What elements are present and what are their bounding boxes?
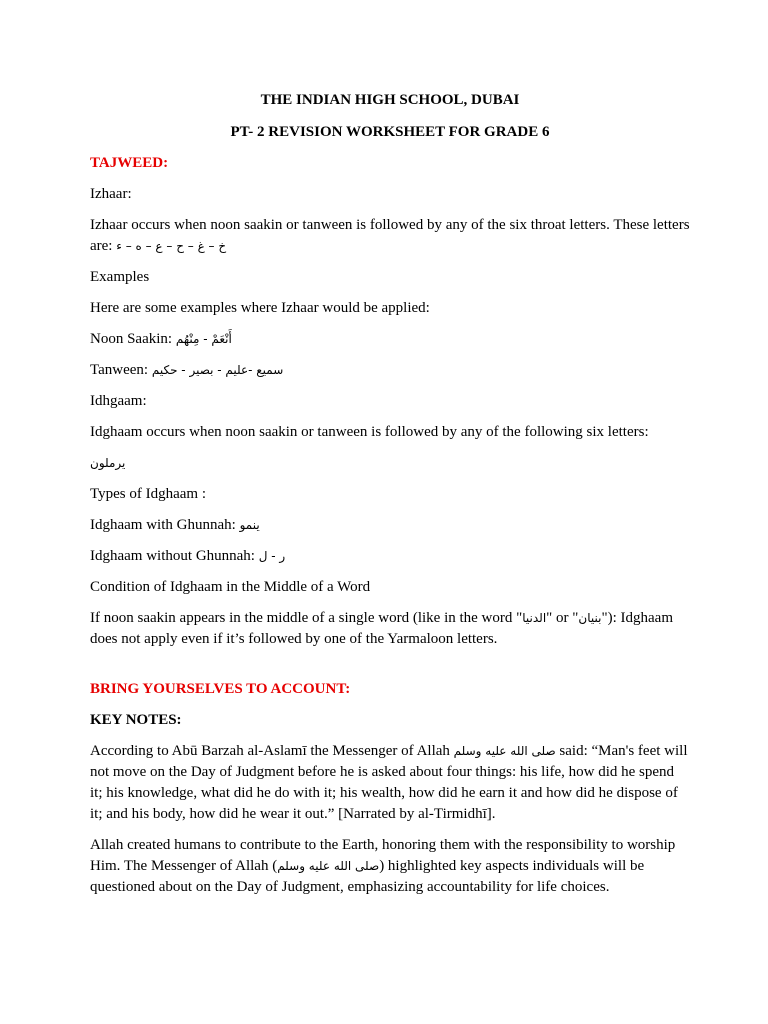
izhaar-title: Izhaar: bbox=[90, 186, 132, 202]
examples-intro: Here are some examples where Izhaar would be applied: bbox=[90, 300, 430, 316]
noon-saakin-line bbox=[90, 329, 690, 350]
section-spacer bbox=[90, 660, 690, 679]
worksheet-title: PT- 2 REVISION WORKSHEET FOR GRADE 6 bbox=[230, 124, 550, 140]
summary-paragraph bbox=[90, 835, 690, 898]
noon-saakin-label: Noon Saakin: bbox=[90, 331, 173, 347]
middle-word-rule bbox=[90, 608, 690, 650]
middle-rule-word1: الدنيا bbox=[522, 611, 547, 625]
summary-part2: ) highlighted key aspects individuals will be questioned about on the Day of Judgment, emphasizing accountability for life choices. bbox=[90, 858, 645, 895]
yarmaloon-letters bbox=[90, 453, 690, 474]
noon-saakin-examples: أَنْعَمْ - مِنْهُم bbox=[175, 332, 232, 346]
summary-part1: Allah created humans to contribute to the Earth, honoring them with the responsibility to worship Him. The Messenger of Allah ( bbox=[90, 837, 676, 874]
without-ghunnah-label: Idghaam without Ghunnah: bbox=[90, 548, 255, 564]
account-heading: BRING YOURSELVES TO ACCOUNT: bbox=[90, 681, 351, 697]
key-notes-title: KEY NOTES: bbox=[90, 712, 182, 728]
hadith-part2: said: “Man's feet will not move on the Day of Judgment before he is asked about four things: his life, how did he spend it; his knowledge, what did he do with it; his wealth, how did he earn it and how did he dispose of it; and his body, how did he wear it out.” [Narrated by al-Tirmidhī]. bbox=[90, 743, 688, 822]
tanween-label: Tanween: bbox=[90, 362, 149, 378]
idghaam-definition: Idghaam occurs when noon saakin or tanween is followed by any of the following six letters: bbox=[90, 424, 649, 440]
tajweed-heading: TAJWEED: bbox=[90, 155, 169, 171]
idhgaam-title: Idhgaam: bbox=[90, 393, 147, 409]
throat-letters: خ – غ – ح – ع – ه – ء bbox=[116, 239, 227, 253]
middle-rule-part2: " or " bbox=[546, 610, 579, 626]
izhaar-definition bbox=[90, 215, 690, 257]
worksheet-content bbox=[90, 90, 690, 908]
without-ghunnah-line bbox=[90, 546, 690, 567]
yarmaloon-text: يرملون bbox=[90, 456, 126, 470]
with-ghunnah-letters: ينمو bbox=[239, 518, 260, 532]
middle-rule-part3: "): Idghaam does not apply even if it’s followed by one of the Yarmaloon letters. bbox=[90, 610, 673, 647]
middle-rule-word2: بنيان bbox=[578, 611, 602, 625]
types-title: Types of Idghaam : bbox=[90, 486, 207, 502]
middle-rule-part1: If noon saakin appears in the middle of a single word (like in the word " bbox=[90, 610, 523, 626]
with-ghunnah-line bbox=[90, 515, 690, 536]
school-title: THE INDIAN HIGH SCHOOL, DUBAI bbox=[260, 92, 520, 108]
tanween-examples: سميع -عليم - بصير - حكيم bbox=[151, 363, 284, 377]
middle-word-title: Condition of Idghaam in the Middle of a Word bbox=[90, 579, 371, 595]
with-ghunnah-label: Idghaam with Ghunnah: bbox=[90, 517, 236, 533]
izhaar-definition-text: Izhaar occurs when noon saakin or tanween is followed by any of the six throat letters. These letters are: bbox=[90, 217, 690, 254]
summary-salutation: صلى الله عليه وسلم bbox=[277, 859, 380, 873]
hadith-salutation: صلى الله عليه وسلم bbox=[453, 744, 556, 758]
tanween-line bbox=[90, 360, 690, 381]
hadith-part1: According to Abū Barzah al-Aslamī the Messenger of Allah bbox=[90, 743, 450, 759]
without-ghunnah-letters: ر - ل bbox=[258, 549, 286, 563]
examples-title: Examples bbox=[90, 269, 150, 285]
hadith-paragraph bbox=[90, 741, 690, 825]
